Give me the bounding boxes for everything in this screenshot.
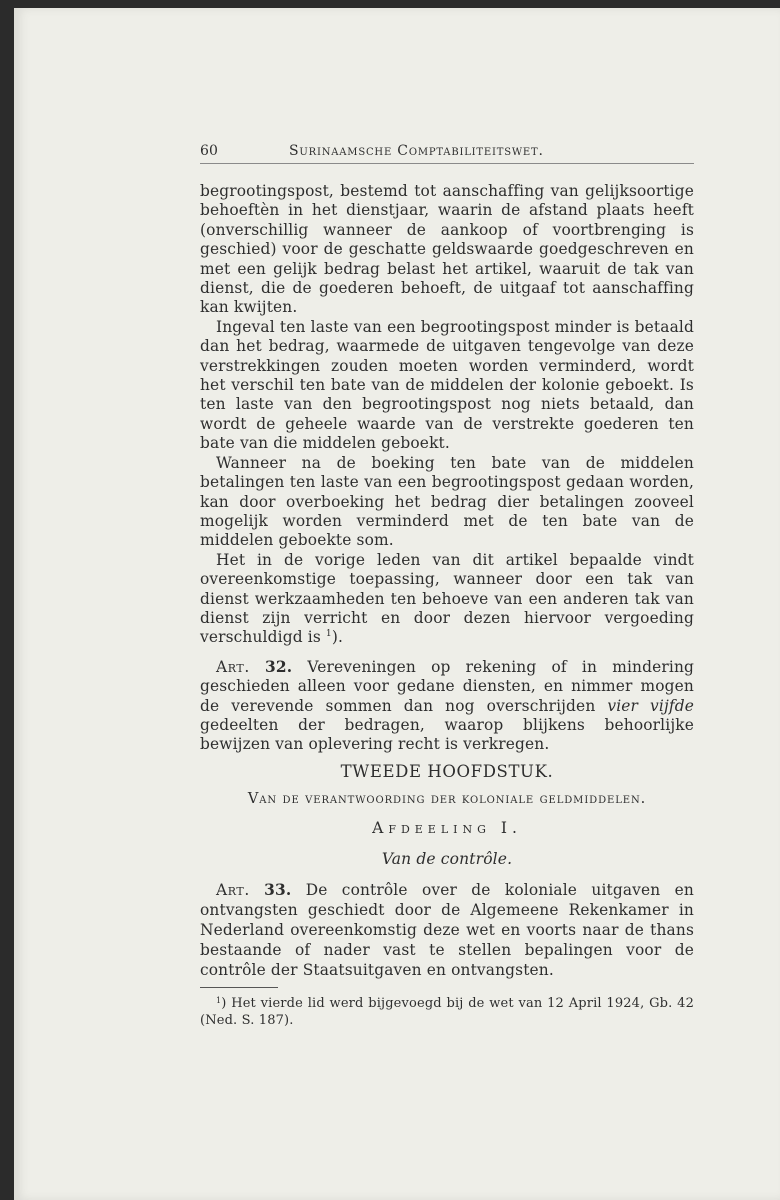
paragraph-4-text: Het in de vorige leden van dit artikel bepaalde vindt overeenkomstige toepassing, wanneer door een tak van dienst werkzaamheden ten behoeve van een anderen tak van dienst zijn verricht en door dezen hiervoor vergoeding verschuldigd is [200,550,694,647]
section-title: Van de contrôle. [381,850,513,868]
article-32-text-a: Vereveningen op rekening of in mindering geschieden alleen voor gedane diensten, en nimmer mogen de verevende sommen dan nog overschrijden [200,657,695,715]
paragraph-4 [200,551,694,648]
footnote-marker: 1 [216,996,222,1005]
running-title: Surinaamsche Comptabiliteitswet. [289,143,544,159]
paragraph-3: Wanneer na de boeking ten bate van de middelen betalingen ten laste van een begrootingspost gedaan worden, kan door overboeking het bedrag dier betalingen zooveel mogelijk worden verminderd met de ten bate van de middelen geboekte som. [200,453,694,550]
footnote-rule [200,987,278,988]
footnote-paragraph [200,992,694,1029]
article-33-text: De contrôle over de koloniale uitgaven en ontvangsten geschiedt door de Algemeene Rekenkamer in Nederland overeenkomstig deze wet en voorts naar de thans bestaande of nader vast te stellen bepalingen voor de contrôle der Staatsuitgaven en ontvangsten. [200,881,694,979]
footnote-text: Het vierde lid werd bijgevoegd bij de wet van 12 April 1924, Gb. 42 (Ned. S. 187). [200,996,694,1028]
section-heading: Afdeeling I. [372,819,522,837]
footnote-marker-end: ) [221,996,227,1011]
article-32-italic: vier vijfde [607,696,694,715]
paragraph-2: Ingeval ten laste van een begrootingspost minder is betaald dan het bedrag, waarmede de uitgaven tengevolge van deze verstrekkingen zouden moeten worden verminderd, wordt het verschil ten bate van de middelen der kolonie geboekt. Is ten laste van den begrootingspost nog niets betaald, dan wordt de geheele waarde van de verstrekte goederen ten bate van die middelen geboekt. [200,317,694,453]
article-33 [200,880,694,980]
chapter-title: TWEEDE HOOFDSTUK. [340,762,554,781]
page-number: 60 [200,143,219,159]
article-32-text-b: gedeelten der bedragen, waarop blijkens behoorlijke bewijzen van oplevering recht is verkregen. [200,715,694,754]
article-32 [200,658,694,755]
article-33-number: 33. [264,881,292,899]
paragraph-1: begrootingspost, bestemd tot aanschaffing van gelijksoortige behoeftèn in het dienstjaar, waarin de afstand plaats heeft (onverschillig wanneer de aankoop of voortbrenging is geschied) voor de geschatte geldswaarde goedgeschreven en met een gelijk bedrag belast het artikel, waaruit de tak van dienst, die de goederen behoeft, de uitgaaf tot aanschaffing kan kwijten. [200,182,694,317]
paragraph-4-end: ). [331,628,344,647]
footnote [200,992,694,1029]
body-text [200,182,694,755]
chapter-subtitle: Van de verantwoording der koloniale geldmiddelen. [247,791,647,807]
article-32-number: 32. [265,657,293,676]
article-32-label: Art. [216,657,250,676]
footnote-ref: 1 [325,629,332,640]
article-33-paragraph [200,880,694,980]
page-header [200,139,694,164]
article-33-label: Art. [216,881,250,899]
